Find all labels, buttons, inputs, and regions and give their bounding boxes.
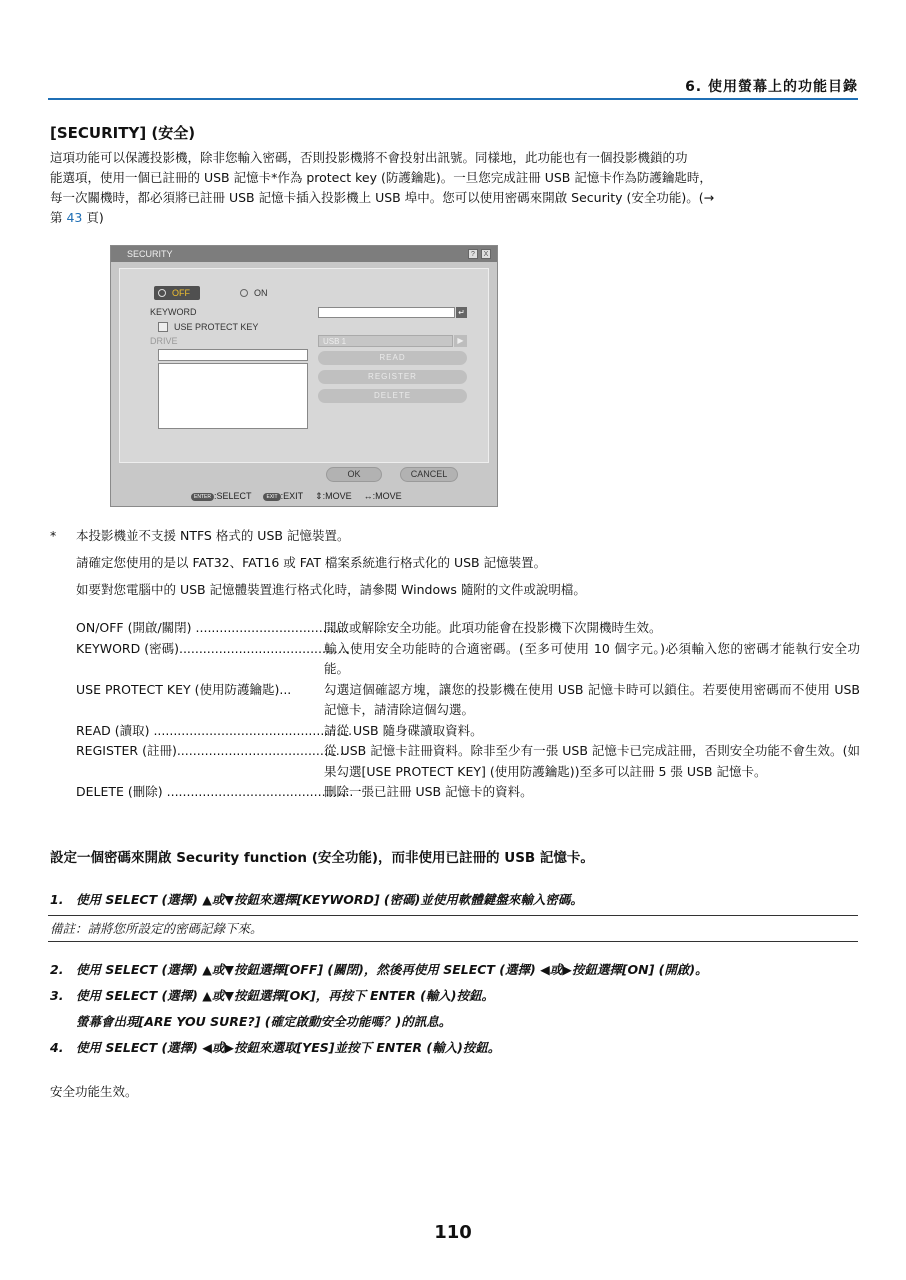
play-arrow-icon[interactable]: ▶	[454, 335, 467, 347]
hint-exit: EXIT :EXIT	[263, 491, 303, 502]
read-button[interactable]: READ	[318, 351, 467, 365]
enter-icon[interactable]: ↵	[456, 307, 467, 318]
definition-term: READ (讀取) ..................................................	[76, 722, 353, 738]
definition-row	[76, 782, 860, 803]
intro-line	[50, 208, 860, 228]
step-3-detail: 螢幕會出現[ARE YOU SURE?] (確定啟動安全功能嗎？)的訊息。	[76, 1014, 452, 1029]
footnotes	[50, 522, 586, 603]
step-3: 3. 使用 SELECT (選擇) ▲或▼按鈕選擇[OK]，再按下 ENTER (輸入)按鈕。	[50, 988, 495, 1003]
intro-line: 這項功能可以保護投影機，除非您輸入密碼，否則投影機將不會投射出訊號。同樣地，此功能也有一個投影機鎖的功	[50, 150, 688, 165]
definition-term: KEYWORD (密碼)...........................................	[76, 640, 350, 656]
page-link[interactable]: 43	[66, 210, 83, 225]
definition-desc: 刪除一張已註冊 USB 記憶卡的資料。	[324, 784, 533, 799]
footnote-line: 本投影機並不支援 NTFS 格式的 USB 記憶裝置。	[76, 528, 350, 543]
intro-line: 每一次關機時，都必須將已註冊 USB 記憶卡插入投影機上 USB 埠中。您可以使用密碼來開啟 Security (安全功能)。(→	[50, 190, 715, 205]
definition-row	[76, 741, 860, 782]
procedure-heading: 設定一個密碼來開啟 Security function (安全功能)，而非使用已註冊的 USB 記憶卡。	[50, 850, 594, 866]
on-radio[interactable]	[238, 286, 268, 300]
hint-move-horizontal: ↔:MOVE	[363, 491, 402, 501]
dialog-body	[119, 268, 489, 463]
intro-prefix: 第	[50, 210, 67, 225]
definition-term: REGISTER (註冊)...........................................	[76, 743, 348, 758]
radio-dot-icon	[240, 289, 248, 297]
definition-row	[76, 639, 860, 680]
hint-move-vertical: ⇕:MOVE	[315, 491, 352, 501]
usb-list-header	[158, 349, 308, 361]
note-box: 備註：請將您所設定的密碼記錄下來。	[48, 915, 858, 942]
step-4: 4. 使用 SELECT (選擇) ◀或▶按鈕來選取[YES]並按下 ENTER (輸入)按鈕。	[50, 1040, 501, 1055]
definition-row	[76, 721, 860, 742]
header-divider	[48, 98, 858, 100]
on-label: ON	[254, 288, 268, 298]
security-dialog	[110, 245, 498, 507]
usb-list[interactable]	[158, 363, 308, 429]
ok-button[interactable]: OK	[326, 467, 382, 482]
result-text: 安全功能生效。	[50, 1084, 138, 1099]
help-icon[interactable]: ?	[468, 249, 478, 259]
close-icon[interactable]: X	[481, 249, 491, 259]
definition-desc: 輸入使用安全功能時的合適密碼。(至多可使用 10 個字元。)必須輸入您的密碼才能執行安全功能。	[324, 640, 860, 676]
definition-term: USE PROTECT KEY (使用防護鑰匙)...	[76, 681, 292, 697]
definition-row	[76, 618, 860, 639]
exit-key-icon: EXIT	[263, 493, 280, 501]
definition-desc: 從 USB 記憶卡註冊資料。除非至少有一張 USB 記憶卡已完成註冊，否則安全功能不會生效。(如果勾選[USE PROTECT KEY] (使用防護鑰匙))至多可以註冊 5 張 USB 記憶卡。	[324, 743, 860, 779]
definition-row	[76, 680, 860, 721]
drive-label: DRIVE	[150, 336, 178, 346]
footnote-line: 請確定您使用的是以 FAT32、FAT16 或 FAT 檔案系統進行格式化的 USB 記憶裝置。	[76, 555, 547, 570]
definition-term: ON/OFF (開啟/關閉) ......................................	[76, 620, 347, 635]
section-heading: [SECURITY] (安全)	[50, 124, 196, 142]
definition-desc: 開啟或解除安全功能。此項功能會在投影機下次開機時生效。	[324, 620, 662, 635]
hint-select: ENTER :SELECT	[191, 491, 251, 502]
drive-select[interactable]: USB 1	[318, 335, 453, 347]
delete-button[interactable]: DELETE	[318, 389, 467, 403]
off-label: OFF	[172, 288, 190, 298]
dialog-title: SECURITY	[127, 249, 173, 259]
definition-desc: 勾選這個確認方塊，讓您的投影機在使用 USB 記憶卡時可以鎖住。若要使用密碼而不使用 USB 記憶卡，請清除這個勾選。	[324, 681, 860, 717]
definition-term: DELETE (刪除) ...............................................	[76, 784, 354, 799]
page-number: 110	[434, 1222, 472, 1243]
off-radio[interactable]	[154, 286, 200, 300]
cancel-button[interactable]: CANCEL	[400, 467, 458, 482]
step-2: 2. 使用 SELECT (選擇) ▲或▼按鈕選擇[OFF] (關閉)，然後再使用 SELECT (選擇) ◀或▶按鈕選擇[ON] (開啟)。	[50, 962, 708, 977]
footnote-marker: *	[50, 528, 57, 543]
footnote-line: 如要對您電腦中的 USB 記憶體裝置進行格式化時，請參閱 Windows 隨附的文件或說明檔。	[76, 582, 586, 597]
dialog-titlebar	[111, 246, 497, 262]
use-protect-key-label: USE PROTECT KEY	[174, 322, 259, 332]
definition-desc: 請從 USB 隨身碟讀取資料。	[324, 722, 483, 738]
definition-list	[76, 618, 860, 803]
radio-dot-icon	[158, 289, 166, 297]
keyword-label: KEYWORD	[150, 307, 197, 317]
use-protect-key-checkbox[interactable]	[158, 322, 168, 332]
enter-key-icon: ENTER	[191, 493, 214, 501]
register-button[interactable]: REGISTER	[318, 370, 467, 384]
intro-suffix: 頁)	[82, 210, 104, 225]
intro-line: 能選項，使用一個已註冊的 USB 記憶卡*作為 protect key (防護鑰匙)。一旦您完成註冊 USB 記憶卡作為防護鑰匙時，	[50, 170, 712, 185]
key-hints	[191, 491, 402, 502]
dialog-title-buttons	[468, 249, 491, 259]
keyword-input[interactable]	[318, 307, 455, 318]
step-1: 1. 使用 SELECT (選擇) ▲或▼按鈕來選擇[KEYWORD] (密碼)並使用軟體鍵盤來輸入密碼。	[50, 892, 583, 907]
intro-paragraph	[50, 148, 860, 228]
chapter-title: 6. 使用螢幕上的功能目錄	[685, 79, 858, 95]
